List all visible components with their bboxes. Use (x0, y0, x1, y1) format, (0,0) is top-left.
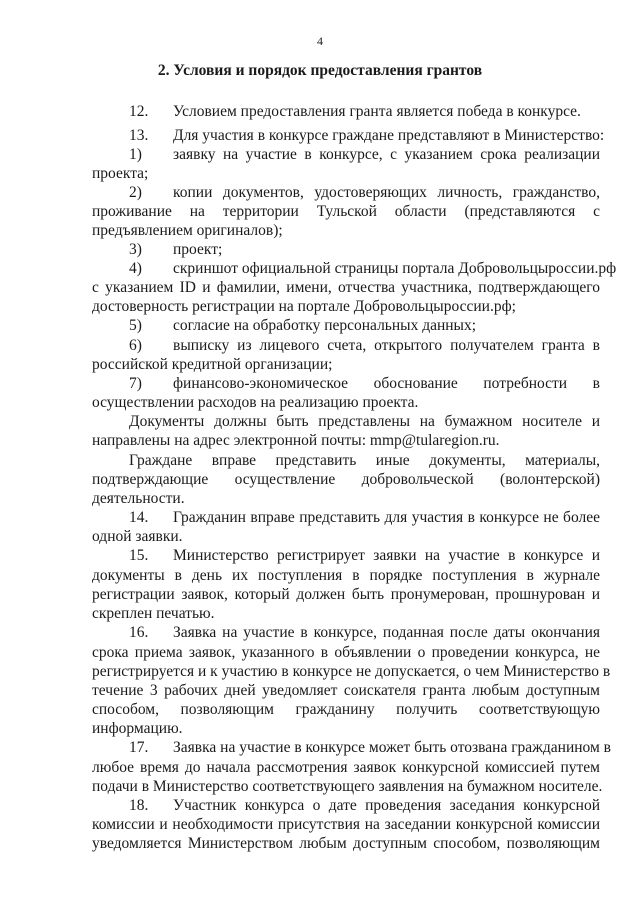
item-number: 6) (129, 337, 142, 354)
item-number: 4) (129, 260, 142, 277)
text-line: одной заявки. (92, 528, 183, 545)
item-number: 2) (129, 184, 142, 201)
item-number: 15. (129, 547, 149, 564)
text-line: направлены на адрес электронной почты: mmp@tularegion.ru. (92, 432, 500, 449)
item-number: 17. (129, 739, 149, 756)
item-number: 13. (129, 127, 149, 144)
text-line: Заявка на участие в конкурсе, поданная после даты окончания (173, 624, 600, 641)
text-line: финансово-экономическое обоснование потребности в (173, 375, 600, 392)
item-number: 3) (129, 241, 142, 258)
text-line: выписку из лицевого счета, открытого получателем гранта в (173, 337, 600, 354)
text-line: копии документов, удостоверяющих личность, гражданство, (173, 184, 600, 201)
text-line: проживание на территории Тульской области (представляются с (92, 203, 600, 220)
text-line: документы в день их поступления в порядке поступления в журнале (92, 567, 600, 584)
text-line: комиссии и необходимости присутствия на заседании конкурсной комиссии (92, 816, 600, 833)
item-number: 12. (129, 103, 149, 120)
text-line: проект; (173, 241, 223, 258)
text-line: регистрации заявок, который должен быть пронумерован, прошнурован и (92, 586, 600, 603)
text-line: деятельности. (92, 490, 185, 507)
text-line: срока приема заявок, указанного в объявлении о проведении конкурса, не (92, 644, 600, 661)
text-line: Министерство регистрирует заявки на участие в конкурсе и (173, 547, 600, 564)
text-line: Для участия в конкурсе граждане представляют в Министерство: (173, 127, 605, 144)
item-number: 18. (129, 797, 149, 814)
text-line: Заявка на участие в конкурсе может быть отозвана гражданином в (173, 739, 611, 756)
text-line: российской кредитной организации; (92, 356, 333, 373)
text-line: информацию. (92, 720, 183, 737)
item-number: 5) (129, 317, 142, 334)
text-line: заявку на участие в конкурсе, с указанием срока реализации (173, 146, 600, 163)
section-title: 2. Условия и порядок предоставления грантов (157, 62, 483, 79)
text-line: осуществлении расходов на реализацию проекта. (92, 394, 419, 411)
text-line: Участник конкурса о дате проведения заседания конкурсной (173, 797, 600, 814)
text-line: с указанием ID и фамилии, имени, отчества участника, подтверждающего (92, 279, 600, 296)
text-line: уведомляется Министерством любым доступным способом, позволяющим (92, 835, 600, 852)
text-line: Гражданин вправе представить для участия в конкурсе не более (173, 509, 600, 526)
text-line: подтверждающие осуществление добровольческой (волонтерской) (92, 471, 600, 488)
text-line: Граждане вправе представить иные документы, материалы, (129, 452, 600, 469)
item-number: 14. (129, 509, 149, 526)
text-line: скриншот официальной страницы портала Добровольцыроссии.рф (173, 260, 617, 277)
page-number: 4 (317, 34, 323, 48)
text-line: способом, позволяющим гражданину получить соответствующую (92, 701, 600, 718)
item-number: 7) (129, 375, 142, 392)
text-line: любое время до начала рассмотрения заявок конкурсной комиссией путем (92, 759, 600, 776)
text-line: предъявлением оригиналов); (92, 222, 283, 239)
text-line: достоверность регистрации на портале Добровольцыроссии.рф; (92, 298, 516, 315)
text-line: Документы должны быть представлены на бумажном носителе и (129, 413, 600, 430)
text-line: регистрируется и к участию в конкурсе не допускается, о чем Министерство в (92, 663, 611, 680)
text-line: течение 3 рабочих дней уведомляет соискателя гранта любым доступным (92, 682, 600, 699)
item-number: 1) (129, 146, 142, 163)
text-line: подачи в Министерство соответствующего заявления на бумажном носителе. (92, 778, 603, 795)
text-line: скреплен печатью. (92, 605, 215, 622)
text-line: проекта; (92, 165, 149, 182)
text-line: Условием предоставления гранта является победа в конкурсе. (173, 103, 581, 120)
text-line: согласие на обработку персональных данных; (173, 317, 477, 334)
item-number: 16. (129, 624, 149, 641)
